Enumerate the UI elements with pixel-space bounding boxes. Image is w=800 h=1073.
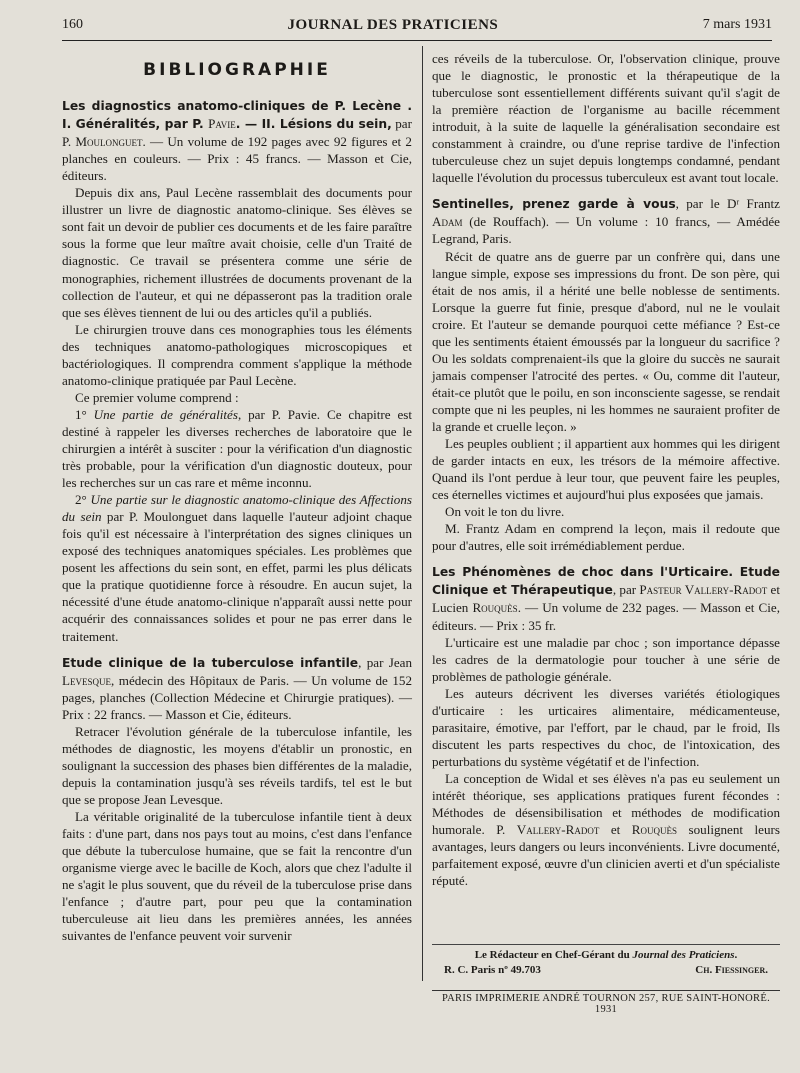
section-title: BIBLIOGRAPHIE — [143, 60, 331, 80]
review-urticaire-paragraph: La conception de Widal et ses élèves n'a pas eu seulement un intérêt théorique, ses applications pratiques furent fécondes : Méthodes de désensibilisation et méthodes de modification humorale. P. Vallery-Radot et Rouquès soulignent leurs avantages, leurs dangers ou leurs inconvénients. Livre documenté, parfaitement exposé, œuvre d'un clinicien averti et d'un spécialiste réputé. — [432, 770, 780, 889]
review-lecene-paragraph: 2° Une partie sur le diagnostic anatomo-clinique des Affections du sein par P. Moulonguet dans laquelle l'auteur adjoint chaque fois qu'il est nécessaire à l'interprétation des signes cliniques un exposé des techniques anatomiques spéciales. Les problèmes que posent les affections du sein sont, en effet, parmi les plus délicats que la pratique quotidienne force à résoudre. En aucun sujet, la nécessité d'une étude anatomo-clinique n'apparaît aussi nette pour acquérir des connaissances solides et pour ne pas errer dans le traitement. — [62, 492, 412, 644]
registration-number: R. C. Paris nº 49.703 — [444, 964, 541, 976]
review-adam-paragraph: Récit de quatre ans de guerre par un confrère qui, dans une langue simple, expose ses impressions du front. De son père, qui était de nos amis, il a hérité une belle noblesse de sentiments. Lorsque la guerre fut finie, presque d'abord, nul ne le voulait croire. Et l'auteur se demande pourquoi cette méfiance ? Est-ce que les sentiments étaient émoussés par la longueur du sacrifice ? Ou les soldats comprenaient-ils que la gloire du succès ne saurait jamais compenser l'atrocité des pertes. « Ou, comme dit l'auteur, était-ce plutôt que le poilu, en son inconsciente sagesse, se rendait compte que ni les peuples, ni les hommes ne sauraient profiter de la grande et cruelle leçon. » — [432, 248, 780, 434]
editor-footer — [432, 944, 780, 978]
editor-name: Ch. Fiessinger. — [695, 964, 768, 976]
printer-line: PARIS IMPRIMERIE ANDRÉ TOURNON 257, RUE SAINT-HONORÉ. 1931 — [432, 990, 780, 1015]
review-lecene-paragraph: Depuis dix ans, Paul Lecène rassemblait des documents pour illustrer un livre de diagnostic anatomo-clinique. Ses élèves se sont fait un devoir de publier ces documents et de les faire paraître sous la forme que leur maître avait choisie, celle d'un Traité de diagnostic. Ce travail se présentera comme une série de monographies, richement illustrées de documents provenant de la collection de l'auteur, et qui ne dépasseront pas la tradition orale que ses élèves tiennent de lui ou des articles qu'il a publiés. — [62, 185, 412, 320]
review-levesque-heading: Etude clinique de la tuberculose infantile, par Jean Levesque, médecin des Hôpitaux de Paris. — Un volume de 152 pages, planches (Collection Médecine et Chirurgie pratiques). — Prix : 22 francs. — Masson et Cie, éditeurs. — [62, 654, 413, 722]
review-urticaire-heading: Les Phénomènes de choc dans l'Urticaire. Etude Clinique et Thérapeutique, par Pasteur Vallery-Radot et Lucien Rouquès. — Un volume de 232 pages. — Masson et Cie, éditeurs. — Prix : 35 fr. — [432, 565, 780, 633]
review-lecene-paragraph: Le chirurgien trouve dans ces monographies tous les éléments des techniques anatomo-pathologiques microscopiques et bactériologiques. Il comprendra comment s'applique la méthode anatomo-clinique pratiquée par Paul Lecène. — [62, 321, 412, 388]
review-urticaire-paragraph: L'urticaire est une maladie par choc ; son importance dépasse les cadres de la dermatologie pour toucher à une série de problèmes de pathologie générale. — [432, 634, 780, 684]
review-levesque-paragraph: La véritable originalité de la tuberculose infantile tient à deux faits : d'une part, dans nos pays tout au moins, c'est dans l'enfance que débute la tuberculose humaine, que se fait la rencontre d'un organisme vierge avec le bacille de Koch, alors que chez l'adulte il ne s'agit le plus souvent, que du réveil de la tuberculose prise dans l'enfance ; d'autre part, pour peu que la contamination tuberculeuse ait lieu dans les premières années, les années suivantes de l'enfance peuvent voir survenir — [62, 808, 412, 944]
issue-date: 7 mars 1931 — [702, 17, 772, 32]
review-adam-paragraph: Les peuples oublient ; il appartient aux hommes qui les dirigent de garder intacts en eux, les trésors de la mémoire affective. Quand ils l'ont perdue à leur tour, que peuvent faire les peuples, ces éternelles victimes et aujourd'hui plus exposées que jamais. — [432, 436, 780, 503]
left-column — [62, 50, 412, 944]
review-adam-heading: Sentinelles, prenez garde à vous, par le Dʳ Frantz Adam (de Rouffach). — Un volume : 10 francs, — Amédée Legrand, Paris. — [432, 196, 780, 247]
page-number: 160 — [62, 17, 83, 32]
review-adam-paragraph: On voit le ton du livre. — [445, 504, 565, 520]
editor-line: Le Rédacteur en Chef-Gérant du Journal des Praticiens. — [474, 949, 738, 961]
page-header — [62, 10, 772, 41]
review-levesque-continuation: ces réveils de la tuberculose. Or, l'observation clinique, prouve que le diagnostic, le pronostic et la thérapeutique de la tuberculose sont essentiellement différents suivant qu'il s'agit de la première réaction de l'organisme au bacille récemment introduit, à la suite de laquelle la généralisation secondaire est constamment à craindre, ou d'une reprise tardive de l'infection tuberculeuse chez un sujet depuis longtemps condamné, pendant laquelle l'évolution du processus tuberculeux est avant tout locale. — [432, 51, 780, 186]
journal-title: JOURNAL DES PRATICIENS — [287, 16, 499, 33]
review-adam-paragraph: M. Frantz Adam en comprend la leçon, mais il redoute que pour d'autres, elle soit irrémédiablement perdue. — [432, 521, 780, 554]
review-lecene-paragraph: Ce premier volume comprend : — [75, 389, 239, 405]
review-levesque-paragraph: Retracer l'évolution générale de la tuberculose infantile, les méthodes de diagnostic, les moyens d'établir un pronostic, en soulignant la succession des phases bien différentes de la maladie, depuis la contamination jusqu'à ses réveils tardifs, tel est le but que se propose Jean Levesque. — [62, 723, 412, 807]
review-lecene-paragraph: 1° Une partie de généralités, par P. Pavie. Ce chapitre est destiné à rappeler les diverses recherches de laboratoire que le chirurgien a intérêt à susciter : pour la vérification d'un diagnostic très probable, pour la vérification d'un diagnostic douteux, pour les recherches sur un cas rare et même inconnu. — [62, 406, 412, 491]
right-column — [432, 50, 780, 889]
registration-row — [432, 963, 780, 978]
review-urticaire-paragraph: Les auteurs décrivent les diverses variétés étiologiques d'urticaire : les urticaires alimentaire, médicamenteuse, parasitaire, émotive, par l'effort, par le chaud, par le froid, Ils discutent les parts respectives du choc, de l'intoxication, des perturbations du système végétatif et de l'infection. — [432, 685, 780, 769]
column-divider — [422, 46, 423, 981]
review-lecene-heading: Les diagnostics anatomo-cliniques de P. Lecène . I. Généralités, par P. Pavie. — II. Lésions du sein, par P. Moulonguet. — Un volume de 192 pages avec 92 figures et 2 planches en couleurs. — Prix : 45 francs. — Masson et Cie, éditeurs. — [62, 99, 412, 184]
